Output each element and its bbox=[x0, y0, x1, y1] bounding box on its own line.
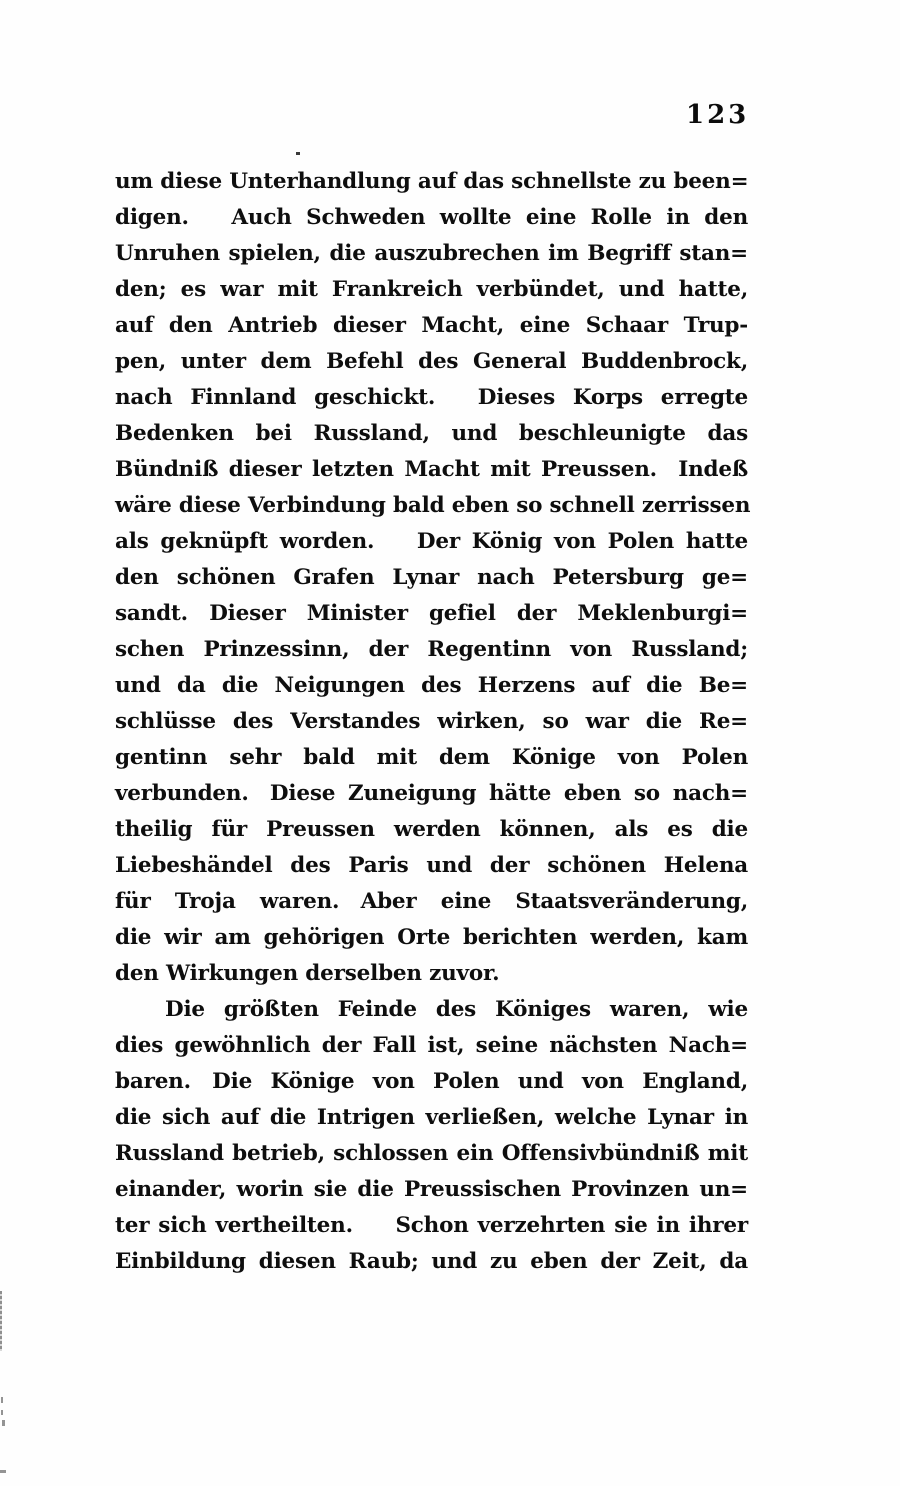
text-line: als geknüpft worden. Der König von Polen hatte bbox=[115, 529, 748, 554]
scan-edge-dot bbox=[0, 1470, 6, 1473]
text-line: um diese Unterhandlung auf das schnellste zu been= bbox=[115, 169, 749, 194]
scan-edge-dot bbox=[2, 1420, 5, 1426]
text-line: für Troja waren. Aber eine Staatsveränderung, bbox=[115, 889, 748, 914]
scan-edge-dot bbox=[1, 1397, 3, 1403]
text-line: schen Prinzessinn, der Regentinn von Russland; bbox=[115, 637, 748, 662]
text-line: Einbildung diesen Raub; und zu eben der Zeit, da bbox=[115, 1249, 748, 1274]
text-line: und da die Neigungen des Herzens auf die Be= bbox=[115, 673, 748, 698]
text-block bbox=[115, 164, 751, 1280]
text-line: Bündniß dieser letzten Macht mit Preussen. Indeß bbox=[115, 457, 748, 482]
scan-speck bbox=[296, 152, 300, 155]
text-line: pen, unter dem Befehl des General Buddenbrock, bbox=[115, 349, 748, 374]
text-line: die wir am gehörigen Orte berichten werden, kam bbox=[115, 925, 748, 950]
text-line: nach Finnland geschickt. Dieses Korps erregte bbox=[115, 385, 748, 410]
text-line: digen. Auch Schweden wollte eine Rolle in den bbox=[115, 205, 748, 230]
scan-edge-dot bbox=[1, 1410, 3, 1415]
text-line: einander, worin sie die Preussischen Provinzen un= bbox=[115, 1177, 748, 1202]
text-line: auf den Antrieb dieser Macht, eine Schaar Trup- bbox=[115, 313, 748, 338]
page-number: 123 bbox=[686, 100, 750, 130]
text-line: Russland betrieb, schlossen ein Offensivbündniß mit bbox=[115, 1141, 748, 1166]
text-line: theilig für Preussen werden können, als es die bbox=[115, 817, 748, 842]
text-line: ter sich vertheilten. Schon verzehrten sie in ihrer bbox=[115, 1213, 748, 1238]
text-line: den Wirkungen derselben zuvor. bbox=[115, 961, 500, 986]
text-line: den; es war mit Frankreich verbündet, und hatte, bbox=[115, 277, 748, 302]
text-line: verbunden. Diese Zuneigung hätte eben so nach= bbox=[115, 781, 748, 806]
scan-edge-artifact bbox=[0, 1291, 2, 1351]
text-line: Die größten Feinde des Königes waren, wie bbox=[165, 997, 748, 1022]
text-line: Unruhen spielen, die auszubrechen im Begriff stan= bbox=[115, 241, 748, 266]
text-line: die sich auf die Intrigen verließen, welche Lynar in bbox=[115, 1105, 748, 1130]
text-line: Bedenken bei Russland, und beschleunigte das bbox=[115, 421, 748, 446]
text-line: Liebeshändel des Paris und der schönen Helena bbox=[115, 853, 748, 878]
text-line: schlüsse des Verstandes wirken, so war die Re= bbox=[115, 709, 748, 734]
text-line: wäre diese Verbindung bald eben so schnell zerrissen bbox=[115, 493, 751, 518]
text-line: sandt. Dieser Minister gefiel der Meklenburgi= bbox=[115, 601, 748, 626]
text-line: gentinn sehr bald mit dem Könige von Polen bbox=[115, 745, 748, 770]
text-line: dies gewöhnlich der Fall ist, seine nächsten Nach= bbox=[115, 1033, 748, 1058]
text-line: den schönen Grafen Lynar nach Petersburg ge= bbox=[115, 565, 748, 590]
text-line: baren. Die Könige von Polen und von England, bbox=[115, 1069, 748, 1094]
